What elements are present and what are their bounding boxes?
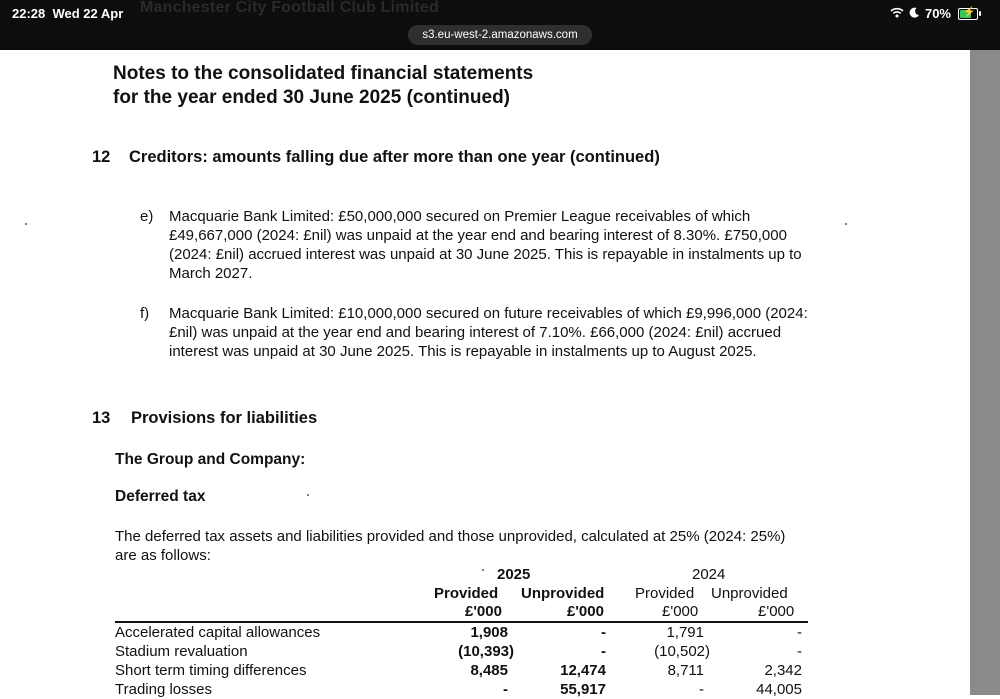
year-2024-header: 2024 — [692, 566, 726, 583]
scan-speck — [482, 569, 484, 571]
cell-provided-2025: (10,393) — [458, 643, 514, 660]
row-label: Trading losses — [115, 681, 212, 698]
unit-provided-2025: £'000 — [465, 603, 502, 620]
page-title-behind-statusbar: Manchester City Football Club Limited — [140, 0, 439, 16]
scan-speck — [845, 223, 847, 225]
section-number: 12 — [92, 148, 111, 166]
scan-speck — [25, 223, 27, 225]
status-time — [12, 6, 123, 21]
document-page — [0, 50, 970, 698]
title-line-2: for the year ended 30 June 2025 (continued) — [113, 87, 510, 108]
cell-provided-2024: (10,502) — [654, 643, 710, 660]
battery-percent: 70% — [924, 6, 951, 21]
cell-provided-2025: 8,485 — [470, 662, 508, 679]
row-label: Short term timing differences — [115, 662, 307, 679]
cell-unprovided-2025: 12,474 — [560, 662, 606, 679]
col-provided-2024: Provided — [635, 585, 695, 602]
cell-provided-2025: - — [503, 681, 508, 698]
battery-icon: ⚡ — [958, 8, 978, 20]
page-title — [113, 62, 533, 110]
unit-provided-2024: £'000 — [662, 603, 699, 620]
status-bar — [0, 0, 1000, 50]
cell-unprovided-2024: 44,005 — [756, 681, 802, 698]
clock: 22:28 — [12, 6, 46, 21]
cell-unprovided-2025: 55,917 — [560, 681, 606, 698]
section-number: 13 — [92, 409, 111, 427]
scan-speck — [307, 494, 309, 496]
item-text: Macquarie Bank Limited: £50,000,000 secured on Premier League receivables of which £49,667,000 (2024: £nil) was unpaid at the year end and bearing interest of 8.30%. £750,000 (2024: £nil) accrued interest was unpaid at 30 June 2025. This is repayable in instalments up to March 2027. — [169, 208, 802, 282]
row-label: Accelerated capital allowances — [115, 624, 321, 641]
deferred-tax-heading: Deferred tax — [115, 488, 206, 505]
cell-provided-2024: 1,791 — [666, 624, 704, 641]
row-label: Stadium revaluation — [115, 643, 248, 660]
wifi-icon — [890, 6, 904, 21]
title-line-1: Notes to the consolidated financial statements — [113, 63, 534, 84]
cell-unprovided-2024: - — [797, 624, 802, 641]
cell-provided-2025: 1,908 — [470, 624, 508, 641]
intro-text: The deferred tax assets and liabilities provided and those unprovided, calculated at 25% (2024: 25%) are as follows: — [115, 528, 786, 564]
cell-unprovided-2025: - — [601, 624, 606, 641]
unit-unprovided-2024: £'000 — [758, 603, 795, 620]
note-item-f — [140, 304, 820, 361]
section-title: Creditors: amounts falling due after more than one year (continued) — [129, 148, 660, 166]
col-provided-2025: Provided — [434, 585, 499, 602]
moon-icon — [909, 6, 920, 21]
item-text: Macquarie Bank Limited: £10,000,000 secured on future receivables of which £9,996,000 (2024: £nil) was unpaid at the year end and bearing interest of 7.10%. £66,000 (2024: £nil) accrued interest was unpaid at 30 June 2025. This is repayable in instalments up to August 2025. — [169, 305, 808, 360]
cell-provided-2024: - — [699, 681, 704, 698]
note-item-e — [140, 207, 820, 283]
unit-unprovided-2025: £'000 — [567, 603, 604, 620]
cell-provided-2024: 8,711 — [667, 662, 704, 679]
url-bar[interactable]: s3.eu-west-2.amazonaws.com — [408, 25, 592, 45]
cell-unprovided-2024: 2,342 — [764, 662, 802, 679]
item-label: e) — [140, 208, 154, 225]
scrollbar-gutter — [970, 50, 1000, 695]
section-title: Provisions for liabilities — [131, 409, 318, 427]
date: Wed 22 Apr — [52, 6, 124, 21]
group-heading: The Group and Company: — [115, 451, 306, 468]
cell-unprovided-2025: - — [601, 643, 606, 660]
item-label: f) — [140, 305, 150, 322]
col-unprovided-2024: Unprovided — [711, 585, 788, 602]
col-unprovided-2025: Unprovided — [521, 585, 605, 602]
cell-unprovided-2024: - — [797, 643, 802, 660]
status-indicators — [890, 6, 978, 21]
year-2025-header: 2025 — [497, 566, 531, 583]
